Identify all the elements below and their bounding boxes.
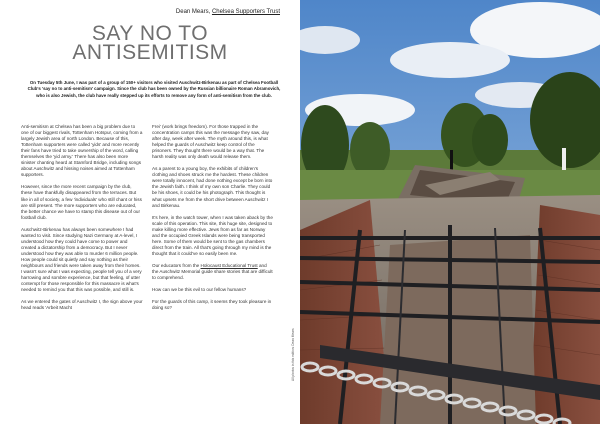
paragraph: For the guards of this camp, it seems they took pleasure in doing so? bbox=[152, 299, 272, 311]
article-title bbox=[0, 24, 300, 62]
author-organisation-link[interactable]: Chelsea Supporters Trust bbox=[211, 9, 280, 15]
intro-paragraph: On Tuesday 5th June, I was part of a group of 150+ visitors who visited Auschwitz-Birkenau as part of Chelsea Football Club's 'say no to anti-semitism' campaign. Since the club has been owned by the Russian billionaire Roman Abramovich, who is also Jewish, the club have really stepped up its efforts to remove any form of anti-semitism from the club. bbox=[27, 80, 281, 98]
auschwitz-ruins-photo bbox=[300, 0, 600, 424]
text: and the Auschwitz Memorial guide share stories that are difficult to comprehend. bbox=[152, 262, 273, 281]
paragraph: As a parent to a young boy, the exhibits of children's clothing and shoes struck me the hardest. These children were totally innocent, had done nothing except be born into the Jewish faith. I think of my own son Charlie. They could be his shoes, it could be his photograph. This thought is what upsets me from the short drive between Auschwitz I and Birkenau. bbox=[152, 166, 273, 208]
body-column-2 bbox=[152, 124, 274, 317]
author-name: Dean Mears, bbox=[175, 9, 211, 15]
title-line-2: ANTISEMITISM bbox=[72, 41, 228, 64]
title-line-1: SAY NO TO bbox=[91, 22, 209, 45]
body-column-1 bbox=[21, 124, 143, 317]
paragraph: How can we be this evil to our fellow humans? bbox=[152, 287, 247, 293]
paragraph: Anti-semitism at Chelsea has been a big problem due to one of our biggest rivals, Tottenham Hotspur, coming from a largely Jewish area of north London. Because of this, Tottenham supporters were called 'yids' and more recently their fans have tried to take ownership of the word, calling themselves the 'yid army.' There has also been more sinister chanting heard at Stamford Bridge, including songs about Auschwitz and hissing noises aimed at Tottenham supporters. bbox=[21, 124, 143, 178]
paragraph: It's here, in the watch tower, when I was taken aback by the scale of this operation. This site, this huge site, designed to make killing more effective. Jews from as far as Norway and the occupied Greek Islands were being transported here. Some of them would be sent to the gas chambers direct from the train. All that's going through my mind is the thought that it could've so easily been me. bbox=[152, 214, 273, 256]
holocaust-educational-trust-link[interactable]: Holocaust Educational Trust bbox=[200, 262, 258, 268]
paragraph: Frei' (work brings freedom). For those trapped in the concentration camps this was the message they saw, day after day, week after week. The myth around this, is what helped the guards of Auschwitz keep control of the prisoners. They thought there would be a way that. The harsh reality was only death would release them. bbox=[152, 124, 269, 160]
byline bbox=[176, 9, 280, 15]
paragraph: However, since the more recent campaign by the club, these have thankfully disappeared from the terraces. But like in all of society, a few 'individuals' who still chant or hiss are still present. The more supporters who are educated, the better chance we have to stamp this disease out of our football club. bbox=[21, 184, 142, 220]
paragraph: Auschwitz-Birkenau has always been somewhere I had wanted to visit. Since studying Nazi Germany at A-level, I understood how they could have come to power and created a dictatorship from a democracy. But I never understood how they was able to murder 6 million people. How people could sit quietly and say nothing as their neighbours and friends were taken away from their homes. I wasn't sure what I was expecting, people tell you of a very harrowing and sombre experience, but that feeling, of utter contempt for those responsible for this massacre is what's needed to remind you that this was possible, and still is. bbox=[21, 226, 142, 293]
photo-credit: All photos in this edition: Dean Mears bbox=[291, 328, 295, 381]
photo-page bbox=[300, 0, 600, 424]
text: Our educators from the bbox=[152, 262, 201, 268]
paragraph bbox=[152, 263, 274, 281]
paragraph: As we entered the gates of Auschwitz I, the sign above your head reads 'Arbeit Macht bbox=[21, 299, 143, 311]
